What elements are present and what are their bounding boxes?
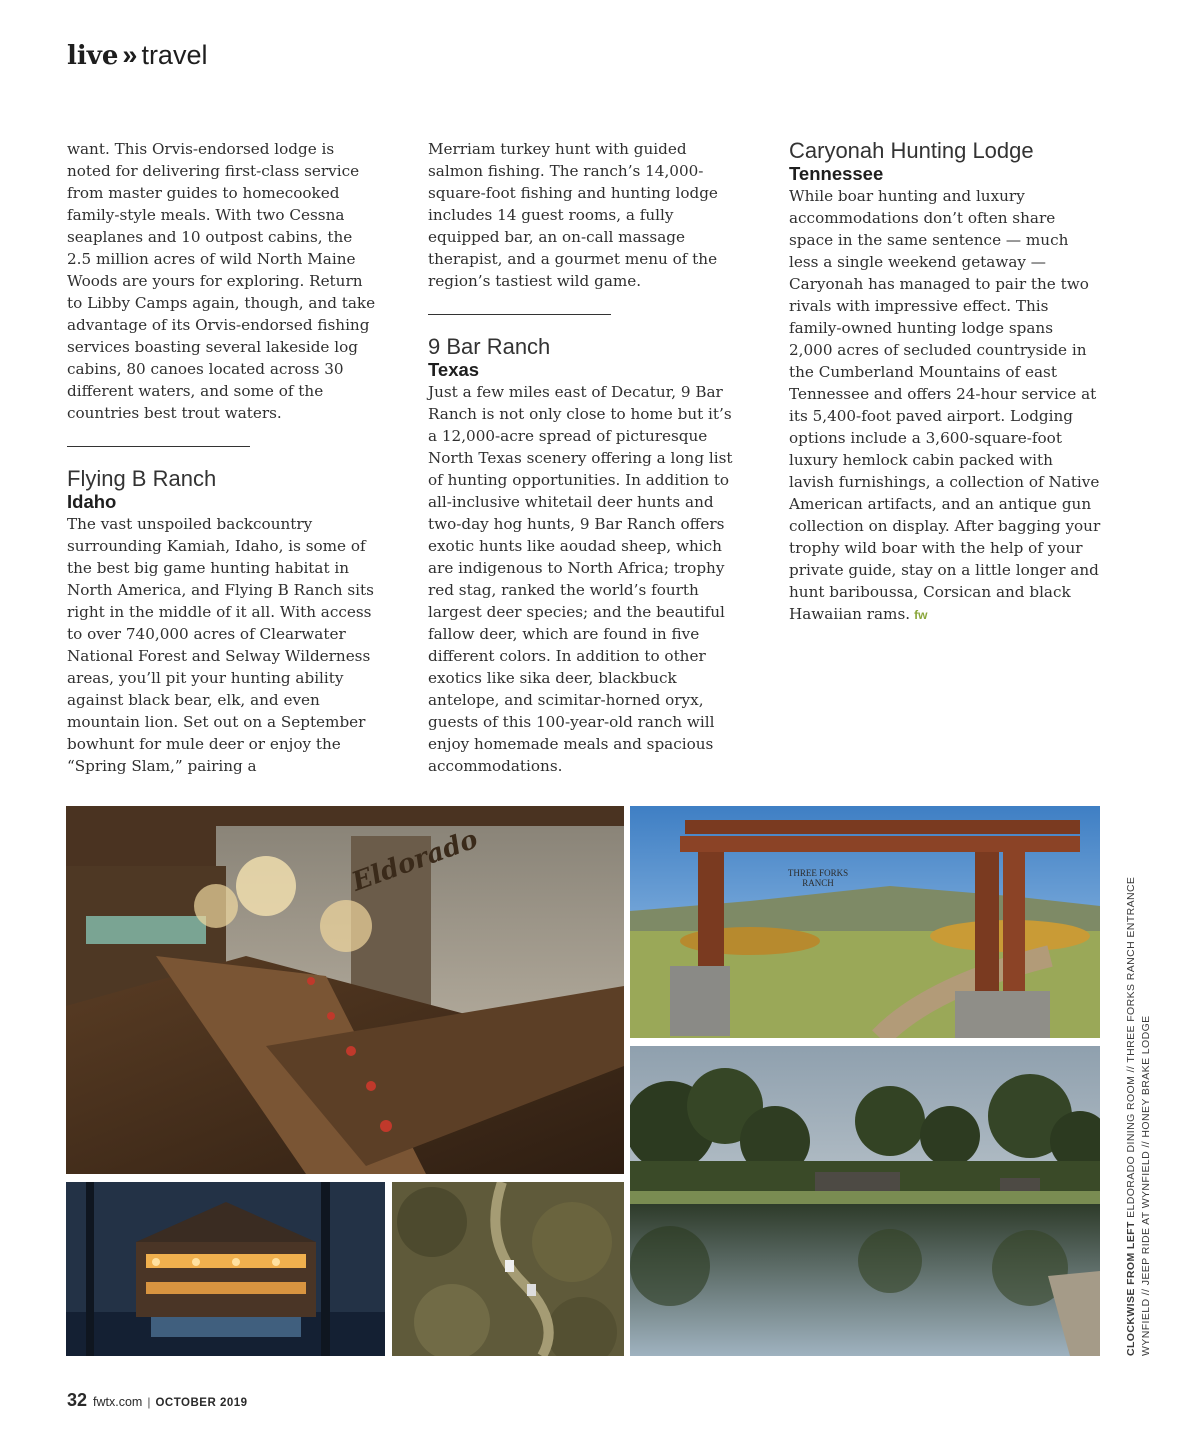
photo-eldorado-dining-room bbox=[66, 806, 624, 1174]
caption-lead: CLOCKWISE FROM LEFT bbox=[1125, 1221, 1137, 1356]
caption-line-1 bbox=[1124, 866, 1139, 1356]
photo-honey-brake-lodge bbox=[630, 1046, 1100, 1356]
caryonah-text: While boar hunting and luxury accommodations don’t often share space in the same sentence — much less a single weekend getaway — Caryonah has managed to pair the two rivals with impressive effect. This family-owned hunting lodge spans 2,000 acres of secluded countryside in the Cumberland Mountains of east Tennessee and offers 24-hour service at its 5,400-foot paved airport. Lodging options include a 3,600-square-foot luxury hemlock cabin packed with lavish furnishings, a collection of Native American artifacts, and an antique gun collection on display. After bagging your trophy wild boar with the help of your private guide, stay on a little longer and hunt bariboussa, Corsican and black Hawaiian rams. bbox=[789, 187, 1101, 623]
article-column-2 bbox=[428, 138, 740, 777]
gate-sign-line2: RANCH bbox=[802, 878, 834, 888]
site-link[interactable]: fwtx.com bbox=[93, 1395, 143, 1409]
caption-line-2: WYNFIELD // JEEP RIDE AT WYNFIELD // HONEY BRAKE LODGE bbox=[1140, 1015, 1152, 1356]
flying-b-continued-paragraph: Merriam turkey hunt with guided salmon fishing. The ranch’s 14,000-square-foot fishing and hunting lodge includes 14 guest rooms, a fully equipped bar, an on-call massage therapist, and a gourmet menu of the region’s tastiest wild game. bbox=[428, 140, 718, 290]
9-bar-paragraph: Just a few miles east of Decatur, 9 Bar Ranch is not only close to home but it’s a 12,000-acre spread of picturesque North Texas scenery offering a long list of hunting opportunities. In addition to all-inclusive whitetail deer hunts and two-day hog hunts, 9 Bar Ranch offers exotic hunts like aoudad sheep, which are indigenous to North Africa; trophy red stag, ranked the world’s fourth largest deer species; and the beautiful fallow deer, which are found in five different colors. In addition to other exotics like sika deer, blackbuck antelope, and scimitar-horned oryx, guests of this 100-year-old ranch will enjoy homemade meals and spacious accommodations. bbox=[428, 383, 733, 775]
libby-camps-paragraph: want. This Orvis-endorsed lodge is noted for delivering first-class service from master guides to homecooked family-style meals. With two Cessna seaplanes and 10 outpost cabins, the 2.5 million acres of wild North Maine Woods are yours for exploring. Return to Libby Camps again, though, and take advantage of its Orvis-endorsed fishing services boasting several lakeside log cabins, 80 canoes located across 30 different waters, and some of the countries best trout waters. bbox=[67, 140, 376, 422]
page-number: 32 bbox=[67, 1390, 88, 1410]
lodge-state-idaho: Idaho bbox=[67, 491, 117, 512]
breadcrumb-separator: » bbox=[122, 40, 138, 70]
caption-line-1-text: ELDORADO DINING ROOM // THREE FORKS RANCH ENTRANCE bbox=[1125, 876, 1137, 1222]
lodge-state-texas: Texas bbox=[428, 359, 480, 380]
section-header bbox=[67, 40, 207, 71]
page-footer bbox=[67, 1390, 248, 1411]
eldorado-sign: Eldorado bbox=[348, 824, 482, 898]
section-divider bbox=[428, 314, 611, 315]
subsection-label: travel bbox=[141, 40, 208, 70]
gate-sign-line1: THREE FORKS bbox=[787, 868, 849, 878]
lodge-name-caryonah: Caryonah Hunting Lodge bbox=[789, 138, 1034, 163]
lodge-name-flying-b: Flying B Ranch bbox=[67, 466, 217, 491]
article-column-1 bbox=[67, 138, 379, 777]
photo-lodge-at-dusk bbox=[66, 1182, 385, 1356]
footer-separator: | bbox=[147, 1395, 151, 1409]
caryonah-paragraph bbox=[789, 185, 1101, 626]
end-mark: fw bbox=[914, 608, 928, 622]
lodge-name-9-bar: 9 Bar Ranch bbox=[428, 334, 551, 359]
article-column-3 bbox=[789, 138, 1101, 626]
section-divider bbox=[67, 446, 250, 447]
photo-three-forks-ranch-entrance bbox=[630, 806, 1100, 1038]
lodge-state-tennessee: Tennessee bbox=[789, 163, 884, 184]
flying-b-paragraph: The vast unspoiled backcountry surrounding Kamiah, Idaho, is some of the best big game hunting habitat in North America, and Flying B Ranch sits right in the middle of it all. With access to over 740,000 acres of Clearwater National Forest and Selway Wilderness areas, you’ll pit your hunting ability against black bear, elk, and even mountain lion. Set out on a September bowhunt for mule deer or enjoy the “Spring Slam,” pairing a bbox=[67, 515, 374, 775]
photo-caption bbox=[1124, 866, 1154, 1356]
issue-date: OCTOBER 2019 bbox=[155, 1397, 248, 1409]
photo-jeep-ride bbox=[392, 1182, 624, 1356]
section-label: live bbox=[67, 41, 119, 71]
